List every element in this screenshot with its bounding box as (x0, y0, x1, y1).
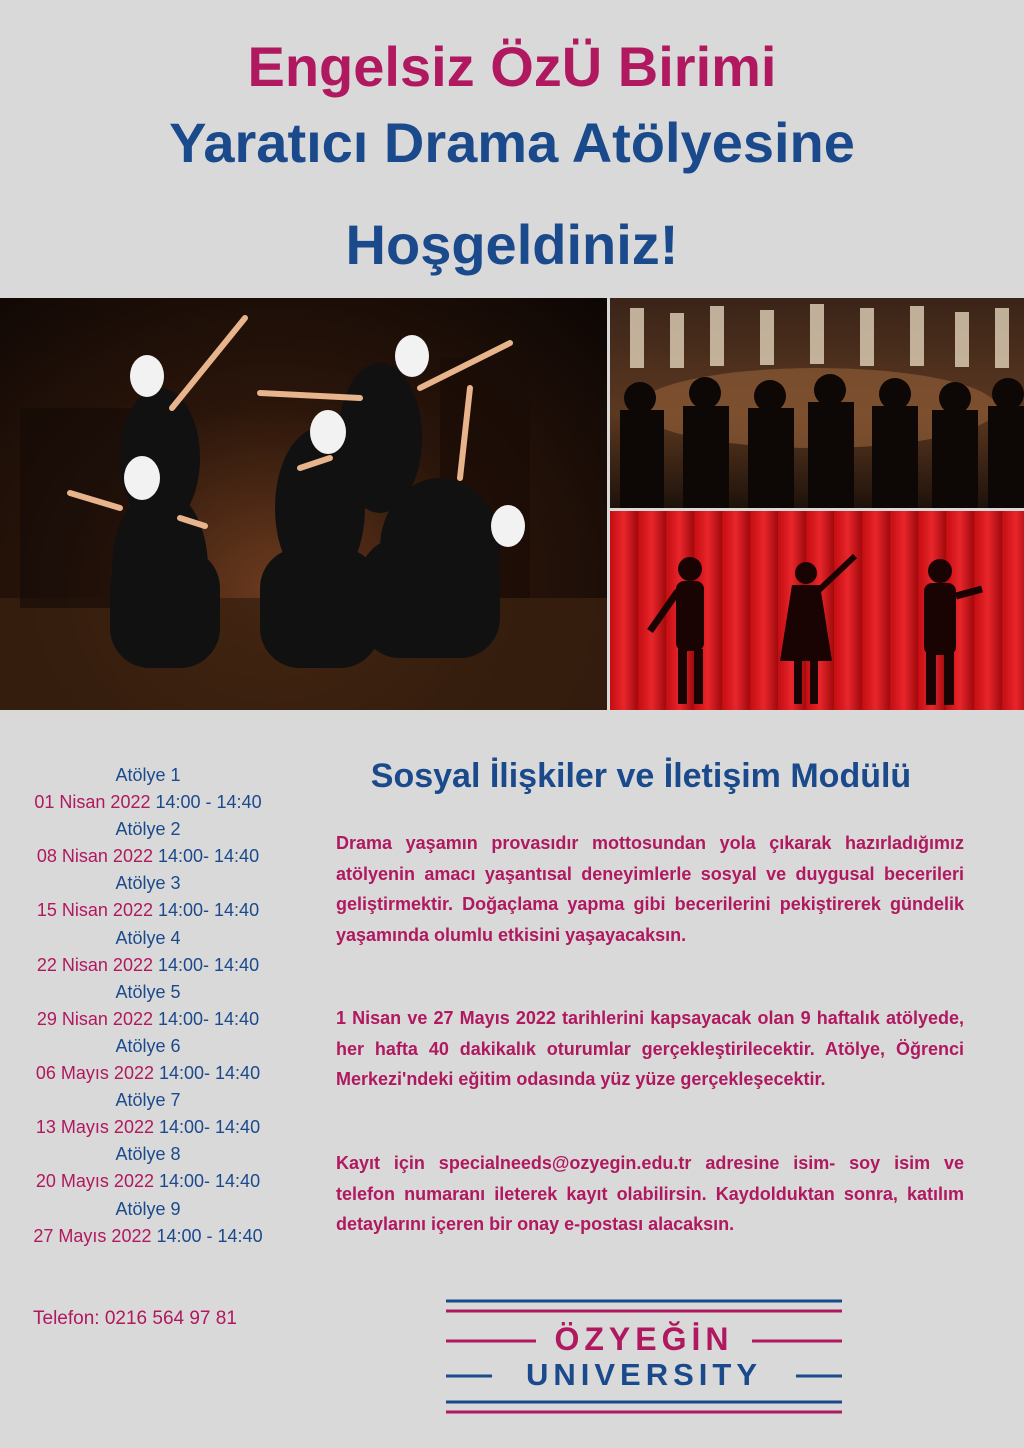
schedule-item (0, 762, 296, 816)
workshop-date: 08 Nisan 2022 (36, 846, 153, 867)
red-curtain-silhouettes-photo (610, 511, 1024, 710)
workshop-label: Atölye 9 (115, 1198, 181, 1219)
workshop-label: Atölye 3 (115, 873, 181, 894)
workshop-date: 22 Nisan 2022 (36, 954, 153, 975)
circle-of-people-photo (610, 298, 1024, 508)
description-paragraph: Drama yaşamın provasıdır mottosundan yola çıkarak hazırladığımız atölyenin amacı yaşantısal deneyimlerle sosyal ve duygusal becerileri geliştirmektir. Doğaçlama yapma gibi becerilerini pekiştirerek gündelik yaşamında olumlu etkisini yaşayacaksın. (336, 833, 964, 945)
workshop-time: 14:00 - 14:40 (155, 792, 262, 813)
workshop-date: 20 Mayıs 2022 (35, 1171, 154, 1192)
workshop-time: 14:00- 14:40 (159, 1117, 261, 1138)
workshop-schedule (0, 762, 296, 1250)
schedule-item (0, 1141, 296, 1195)
schedule-item (0, 979, 296, 1033)
schedule-item (0, 1033, 296, 1087)
title-welcome: Hoşgeldiniz! (345, 213, 679, 276)
workshop-date: 27 Mayıs 2022 (33, 1225, 152, 1246)
workshop-date: 13 Mayıs 2022 (35, 1117, 154, 1138)
workshop-date: 29 Nisan 2022 (36, 1008, 153, 1029)
module-title: Sosyal İlişkiler ve İletişim Modülü (370, 757, 912, 795)
university-logo (440, 1292, 848, 1416)
workshop-label: Atölye 2 (115, 819, 181, 840)
registration-paragraph: Kayıt için specialneeds@ozyegin.edu.tr adresine isim- soy isim ve telefon numaranı ileterek kayıt olabilirsin. Kaydolduktan sonra, katılım detaylarını içeren bir onay e-postası alacaksın. (336, 1153, 964, 1235)
schedule-item (0, 925, 296, 979)
masked-performers-photo (0, 298, 607, 710)
workshop-label: Atölye 4 (115, 927, 181, 948)
workshop-time: 14:00- 14:40 (158, 1008, 260, 1029)
phone-number: Telefon: 0216 564 97 81 (33, 1308, 237, 1329)
workshop-time: 14:00 - 14:40 (156, 1225, 263, 1246)
workshop-time: 14:00- 14:40 (158, 846, 260, 867)
workshop-label: Atölye 5 (115, 981, 181, 1002)
workshop-time: 14:00- 14:40 (159, 1063, 261, 1084)
workshop-label: Atölye 7 (115, 1090, 181, 1111)
workshop-time: 14:00- 14:40 (158, 900, 260, 921)
workshop-label: Atölye 6 (115, 1035, 181, 1056)
workshop-label: Atölye 8 (115, 1144, 181, 1165)
title-workshop-name: Yaratıcı Drama Atölyesine (169, 111, 855, 174)
schedule-item (0, 1196, 296, 1250)
schedule-item (0, 870, 296, 924)
workshop-date: 06 Mayıs 2022 (35, 1063, 154, 1084)
schedule-item (0, 1087, 296, 1141)
title-unit-name: Engelsiz ÖzÜ Birimi (247, 35, 777, 98)
workshop-date: 01 Nisan 2022 (34, 792, 151, 813)
workshop-date: 15 Nisan 2022 (36, 900, 153, 921)
workshop-label: Atölye 1 (115, 765, 181, 785)
logo-name: ÖZYEĞİN (554, 1321, 734, 1357)
workshop-time: 14:00- 14:40 (158, 954, 260, 975)
schedule-item (0, 816, 296, 870)
workshop-time: 14:00- 14:40 (159, 1171, 261, 1192)
logo-university: UNIVERSITY (525, 1357, 763, 1392)
schedule-paragraph: 1 Nisan ve 27 Mayıs 2022 tarihlerini kapsayacak olan 9 haftalık atölyede, her hafta 40 dakikalık oturumlar gerçekleştirilecektir. Atölye, Öğrenci Merkezi'ndeki eğitim odasında yüz yüze gerçekleşecektir. (336, 1008, 964, 1090)
